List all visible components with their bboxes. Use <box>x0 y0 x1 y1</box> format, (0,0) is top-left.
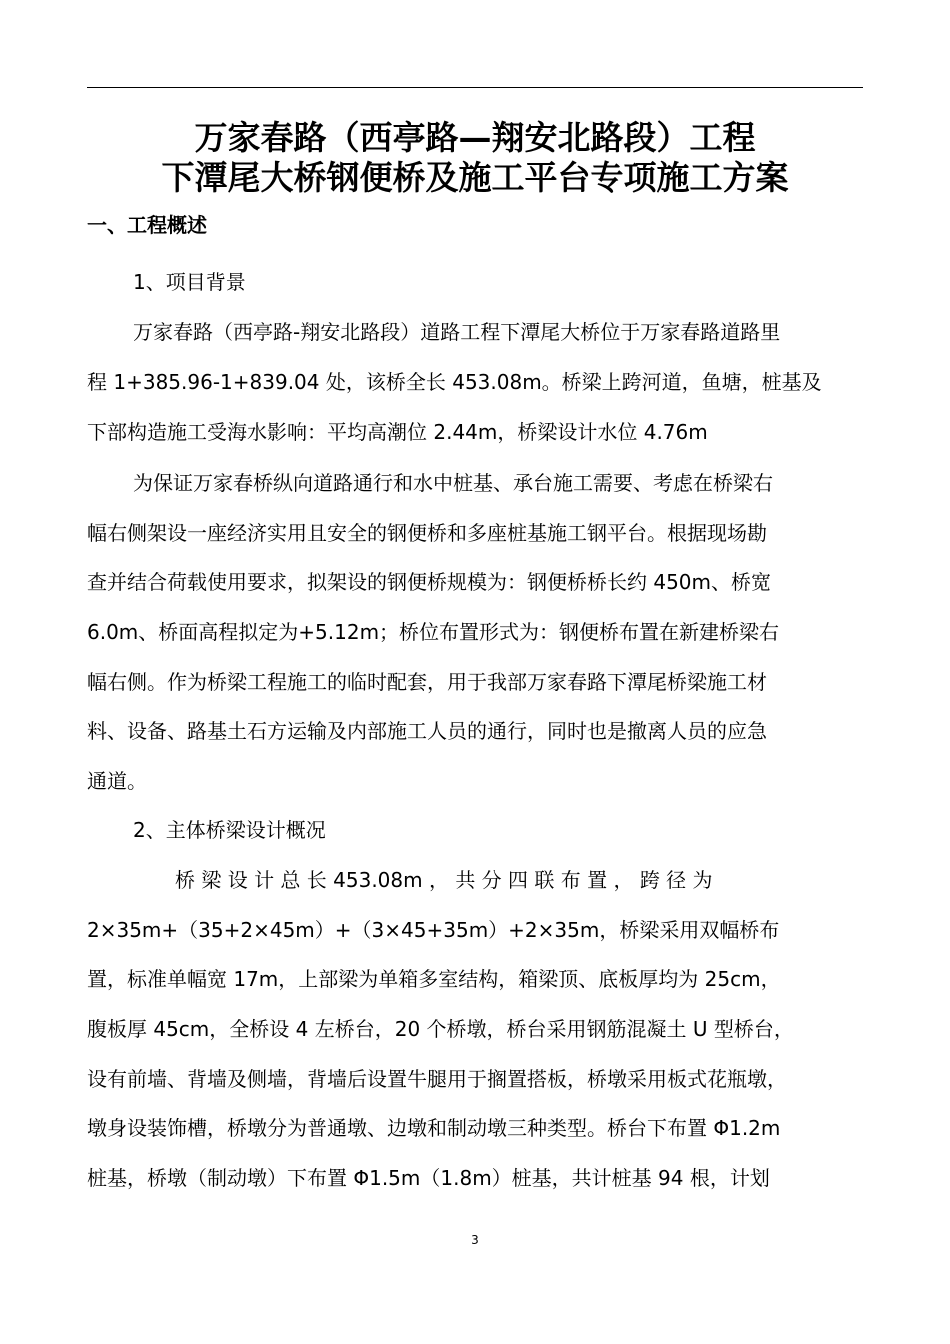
paragraph-line: 下部构造施工受海水影响：平均高潮位 2.44m，桥梁设计水位 4.76m <box>87 420 708 444</box>
paragraph-line: 通道。 <box>87 769 147 793</box>
paragraph-line: 幅右侧架设一座经济实用且安全的钢便桥和多座桩基施工钢平台。根据现场勘 <box>87 521 767 545</box>
paragraph-line: 墩身设装饰槽，桥墩分为普通墩、边墩和制动墩三种类型。桥台下布置 Φ1.2m <box>87 1116 781 1140</box>
paragraph-line: 幅右侧。作为桥梁工程施工的临时配套，用于我部万家春路下潭尾桥梁施工材 <box>87 670 767 694</box>
sub-heading-bridge-design: 2、主体桥梁设计概况 <box>133 818 326 842</box>
paragraph-line: 2×35m+（35+2×45m）+（3×45+35m）+2×35m，桥梁采用双幅桥布 <box>87 918 780 942</box>
sub-heading-background: 1、项目背景 <box>133 270 246 294</box>
page-number: 3 <box>471 1233 479 1247</box>
paragraph-line: 为保证万家春桥纵向道路通行和水中桩基、承台施工需要、考虑在桥梁右 <box>133 471 773 495</box>
paragraph-line: 腹板厚 45cm，全桥设 4 左桥台，20 个桥墩，桥台采用钢筋混凝土 U 型桥台， <box>87 1017 794 1041</box>
paragraph-line: 桩基，桥墩（制动墩）下布置 Φ1.5m（1.8m）桩基，共计桩基 94 根，计划 <box>87 1166 770 1190</box>
paragraph-line: 6.0m、桥面高程拟定为+5.12m；桥位布置形式为：钢便桥布置在新建桥梁右 <box>87 620 780 644</box>
paragraph-line: 设有前墙、背墙及侧墙，背墙后设置牛腿用于搁置搭板，桥墩采用板式花瓶墩， <box>87 1067 787 1091</box>
section-heading: 一、工程概述 <box>87 213 207 237</box>
paragraph-line: 料、设备、路基土石方运输及内部施工人员的通行，同时也是撤离人员的应急 <box>87 719 767 743</box>
title-line-1: 万家春路（西亭路—翔安北路段）工程 <box>194 118 756 157</box>
paragraph-line: 查并结合荷载使用要求，拟架设的钢便桥规模为：钢便桥桥长约 450m、桥宽 <box>87 570 772 594</box>
paragraph-line: 置，标准单幅宽 17m，上部梁为单箱多室结构，箱梁顶、底板厚均为 25cm， <box>87 967 781 991</box>
paragraph-line: 程 1+385.96-1+839.04 处，该桥全长 453.08m。桥梁上跨河道，鱼塘，桩基及 <box>87 370 822 394</box>
paragraph-line: 桥 梁 设 计 总 长 453.08m ， 共 分 四 联 布 置 ， 跨 径 为 <box>175 868 713 892</box>
header-rule <box>87 87 863 88</box>
paragraph-line: 万家春路（西亭路-翔安北路段）道路工程下潭尾大桥位于万家春路道路里 <box>133 320 781 344</box>
title-line-2: 下潭尾大桥钢便桥及施工平台专项施工方案 <box>161 158 789 197</box>
